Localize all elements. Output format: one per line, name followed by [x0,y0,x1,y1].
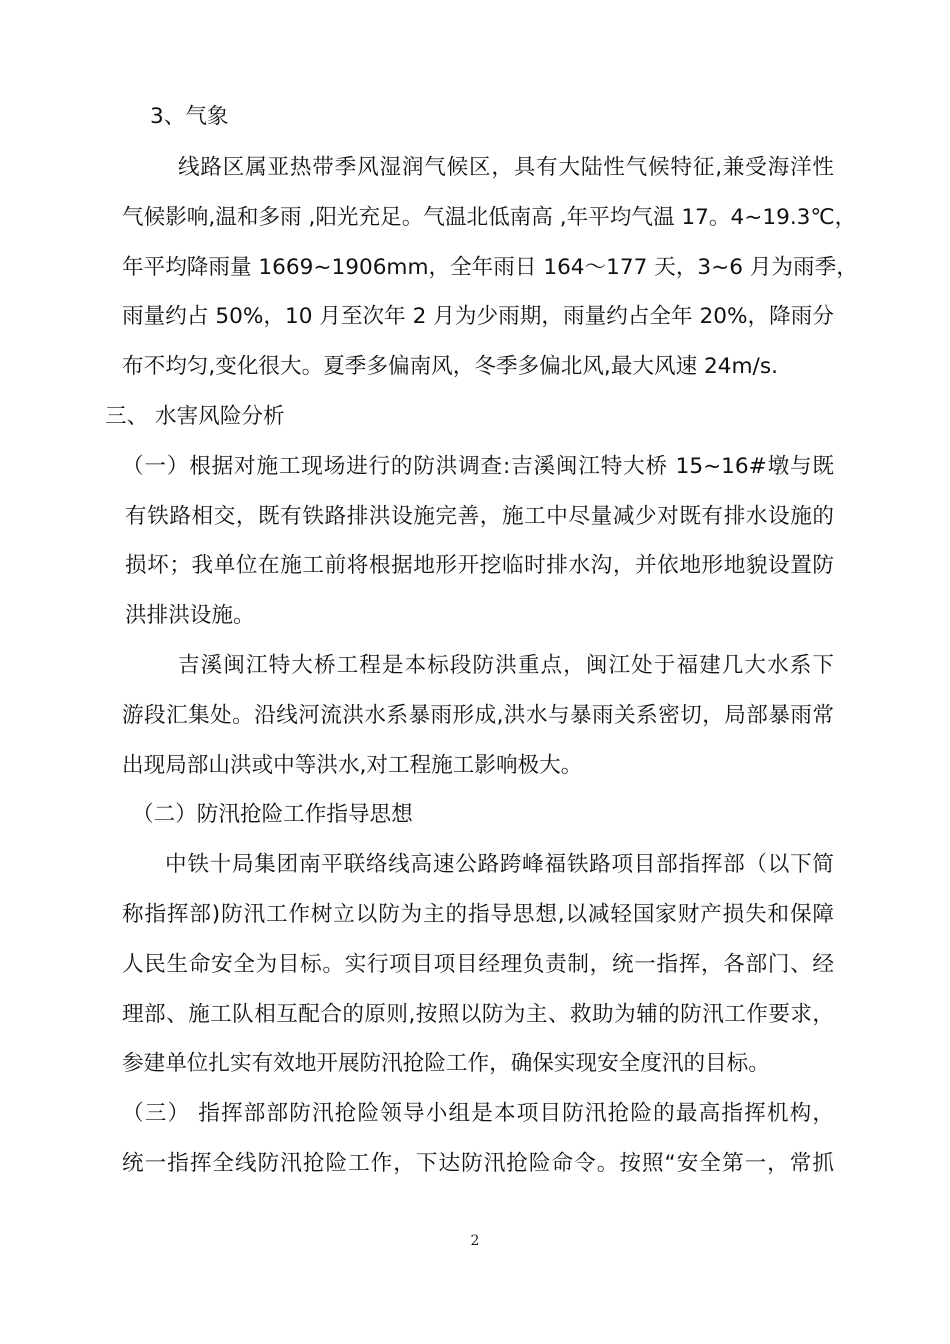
paragraph-line: 有铁路相交，既有铁路排洪设施完善，施工中尽量减少对既有排水设施的 [125,504,834,529]
paragraph-line: 洪排洪设施。 [125,603,255,628]
paragraph-line: 出现局部山洪或中等洪水,对工程施工影响极大。 [122,753,583,778]
paragraph-line: 损坏；我单位在施工前将根据地形开挖临时排水沟，并依地形地貌设置防 [125,553,834,578]
section-heading-weather: 3、气象 [150,104,229,129]
paragraph-line: （三） 指挥部部防汛抢险领导小组是本项目防汛抢险的最高指挥机构， [122,1101,834,1126]
paragraph-line: 参建单位扎实有效地开展防汛抢险工作，确保实现安全度汛的目标。 [122,1051,770,1076]
paragraph-line: 游段汇集处。沿线河流洪水系暴雨形成,洪水与暴雨关系密切，局部暴雨常 [122,703,834,728]
page-number: 2 [470,1233,480,1249]
paragraph-line: 称指挥部)防汛工作树立以防为主的指导思想,以减轻国家财产损失和保障 [122,902,834,927]
subsection-heading-guiding-idea: （二）防汛抢险工作指导思想 [132,802,413,827]
paragraph-line: 气候影响,温和多雨 ,阳光充足。气温北低南高 ,年平均气温 17。4~19.3℃， [122,205,857,230]
paragraph-line: 年平均降雨量 1669~1906mm，全年雨日 164～177 天，3~6 月为雨季， [122,255,858,280]
paragraph-line: （一）根据对施工现场进行的防洪调查:吉溪闽江特大桥 15~16#墩与既 [122,454,834,479]
paragraph-line: 布不均匀,变化很大。夏季多偏南风，冬季多偏北风,最大风速 24m/s. [122,354,778,379]
paragraph-line: 理部、施工队相互配合的原则,按照以防为主、救助为辅的防汛工作要求， [122,1002,834,1027]
paragraph-line: 中铁十局集团南平联络线高速公路跨峰福铁路项目部指挥部（以下简 [165,852,834,877]
paragraph-line: 人民生命安全为目标。实行项目项目经理负责制，统一指挥，各部门、经 [122,952,834,977]
section-heading-flood-risk: 三、 水害风险分析 [105,404,285,429]
paragraph-line: 统一指挥全线防汛抢险工作，下达防汛抢险命令。按照“安全第一，常抓 [122,1151,834,1176]
paragraph-line: 线路区属亚热带季风湿润气候区，具有大陆性气候特征,兼受海洋性 [178,155,834,180]
paragraph-line: 雨量约占 50%，10 月至次年 2 月为少雨期，雨量约占全年 20%，降雨分 [122,304,834,329]
paragraph-line: 吉溪闽江特大桥工程是本标段防洪重点，闽江处于福建几大水系下 [178,653,834,678]
